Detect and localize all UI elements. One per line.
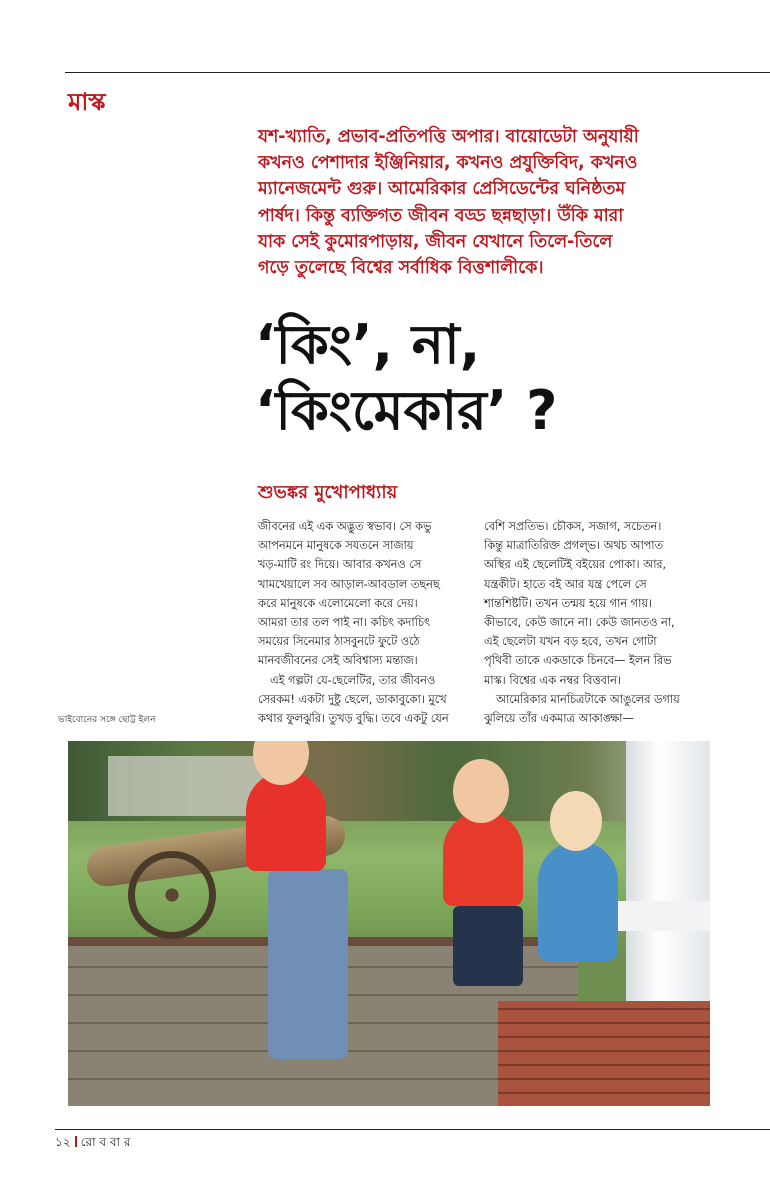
photo-child-2-head <box>453 759 509 823</box>
body-line: অস্থির এই ছেলেটিই বইয়ের পোকা। আর, <box>484 558 667 572</box>
byline: শুভঙ্কর মুখোপাধ্যায় <box>258 482 398 503</box>
body-line: খড়-মাটি রং দিয়ে। আবার কখনও সে <box>258 558 422 572</box>
body-line: করে মানুষকে এলোমেলো করে দেয়। <box>258 596 418 610</box>
body-line: এই গল্পটা যে-ছেলেটির, তার জীবনও <box>270 673 436 687</box>
body-line: কীভাবে, কেউ জানে না। কেউ জানতও না, <box>484 616 675 630</box>
body-line: আমেরিকার মানচিত্রটাকে আঙুলের ডগায় <box>496 692 680 706</box>
body-line: খামখেয়ালে সব আড়াল-আবডাল তছনছ <box>258 577 440 591</box>
body-line: মাস্ক। বিশ্বের এক নম্বর বিত্তবান। <box>484 673 621 687</box>
standfirst-line: ম্যানেজমেন্ট গুরু। আমেরিকার প্রেসিডেন্টের ঘনিষ্ঠতম <box>258 179 626 200</box>
photo-cannon-wheel <box>128 851 216 939</box>
body-line: আমরা তার তল পাই না। কচিৎ কদাচিৎ <box>258 616 430 630</box>
photo-children-with-cannon <box>68 741 710 1106</box>
magazine-name: রো ব বা র <box>80 1135 131 1149</box>
top-rule <box>65 72 770 73</box>
body-line: সময়ের সিনেমার ঠাসবুনটে ফুটে ওঠে <box>258 635 420 649</box>
photo-child-1-legs <box>268 869 348 1059</box>
body-line: যন্ত্রকীট। হাতে বই আর যন্ত্র পেলে সে <box>484 577 647 591</box>
body-line: ঝুলিয়ে তাঁর একমাত্র আকাঙ্ক্ষা— <box>484 712 634 726</box>
body-column-2 <box>484 517 716 728</box>
photo-child-2 <box>443 811 523 906</box>
body-line: মানবজীবনের সেই অবিশ্বাস্য মন্তাজ। <box>258 654 418 668</box>
standfirst-line: পার্ষদ। কিন্তু ব্যক্তিগত জীবন বড্ড ছন্নছাড়া। উঁকি মারা <box>258 205 624 226</box>
photo-caption: ভাইবোনের সঙ্গে ছোট্ট ইলন <box>58 715 156 725</box>
headline <box>255 312 725 444</box>
photo-pillar-base <box>616 901 710 931</box>
body-line: কিন্তু মাত্রাতিরিক্ত প্রগল্‌ভ। অথচ আপাত <box>484 539 664 553</box>
body-line: কথার ফুলঝুরি। তুখড় বুদ্ধি। তবে একটু যেন <box>258 712 449 726</box>
photo-child-2-legs <box>453 906 523 986</box>
standfirst <box>258 124 728 281</box>
body-line: শান্তশিষ্টটি। তখন তন্ময় হয়ে গান গায়। <box>484 596 653 610</box>
body-line: বেশি সপ্রতিভ। চৌকস, সজাগ, সচেতন। <box>484 520 662 533</box>
section-title: মাস্ক <box>68 88 106 116</box>
body-column-1 <box>258 517 490 728</box>
body-line: আপনমনে মানুষকে সযতনে সাজায় <box>258 539 414 553</box>
standfirst-line: গড়ে তুলেছে বিশ্বের সর্বাধিক বিত্তশালীকে। <box>258 258 544 279</box>
standfirst-line: কখনও পেশাদার ইঞ্জিনিয়ার, কখনও প্রযুক্তিবিদ, কখনও <box>258 153 638 174</box>
body-line: জীবনের এই এক অদ্ভুত স্বভাব। সে কভু <box>258 520 432 533</box>
photo-pillar <box>626 741 710 1006</box>
standfirst-line: যাক সেই কুমোরপাড়ায়, জীবন যেখানে তিলে-তিলে <box>258 231 613 252</box>
body-line: পৃথিবী তাকে একডাকে চিনবে— ইলন রিভ <box>484 654 672 668</box>
bottom-rule <box>55 1129 770 1130</box>
photo-child-1 <box>246 771 326 871</box>
body-line: এই ছেলেটা যখন বড় হবে, তখন গোটা <box>484 635 657 649</box>
standfirst-line: যশ-খ্যাতি, প্রভাব-প্রতিপত্তি অপার। বায়োডেটা অনুযায়ী <box>258 127 639 147</box>
photo-child-3-head <box>550 791 602 851</box>
photo-brick-steps <box>498 1001 710 1106</box>
photo-child-3 <box>538 841 618 961</box>
footer-divider <box>75 1136 77 1147</box>
body-line: সেরকম! একটা দুষ্টু ছেলে, ডাকাবুকো। মুখে <box>258 692 447 706</box>
headline-line: ‘কিং’, না, <box>255 313 481 376</box>
page-footer <box>55 1134 130 1154</box>
headline-line: ‘কিংমেকার’ ? <box>255 379 558 442</box>
page-number: ১২ <box>55 1135 71 1149</box>
